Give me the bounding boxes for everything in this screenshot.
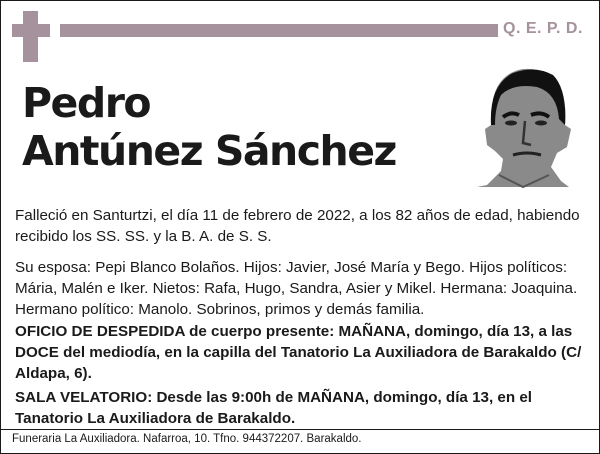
family-list: Su esposa: Pepi Blanco Bolaños. Hijos: Javier, José María y Bego. Hijos políticos: Mária, Malén e Iker. Nietos: Rafa, Hugo, Sandra, Asier y Mikel. Hermana: Joaquina. Hermano político: Manolo. Sobrinos, primos y demás familia.	[15, 259, 578, 318]
death-notice: Falleció en Santurtzi, el día 11 de febrero de 2022, a los 82 años de edad, habiendo recibido los SS. SS. y la B. A. de S. S.	[15, 207, 580, 245]
header-bar	[60, 24, 498, 37]
surnames: Antúnez Sánchez	[22, 127, 396, 175]
funeral-home-footer: Funeraria La Auxiliadora. Nafarroa, 10. Tfno. 944372207. Barakaldo.	[12, 433, 362, 445]
portrait-photo	[473, 59, 573, 189]
qepd-label: Q. E. P. D.	[503, 20, 583, 37]
funeral-service: OFICIO DE DESPEDIDA de cuerpo presente: MAÑANA, domingo, día 13, a las DOCE del mediodía, en la capilla del Tanatorio La Auxiliadora de Barakaldo (C/ Aldapa, 6).	[15, 323, 582, 382]
cross-icon-arm	[12, 24, 50, 37]
footer-divider	[1, 429, 600, 430]
deceased-name	[22, 79, 396, 175]
first-name: Pedro	[22, 79, 151, 127]
wake-info: SALA VELATORIO: Desde las 9:00h de MAÑANA, domingo, día 13, en el Tanatorio La Auxiliadora de Barakaldo.	[15, 389, 533, 427]
